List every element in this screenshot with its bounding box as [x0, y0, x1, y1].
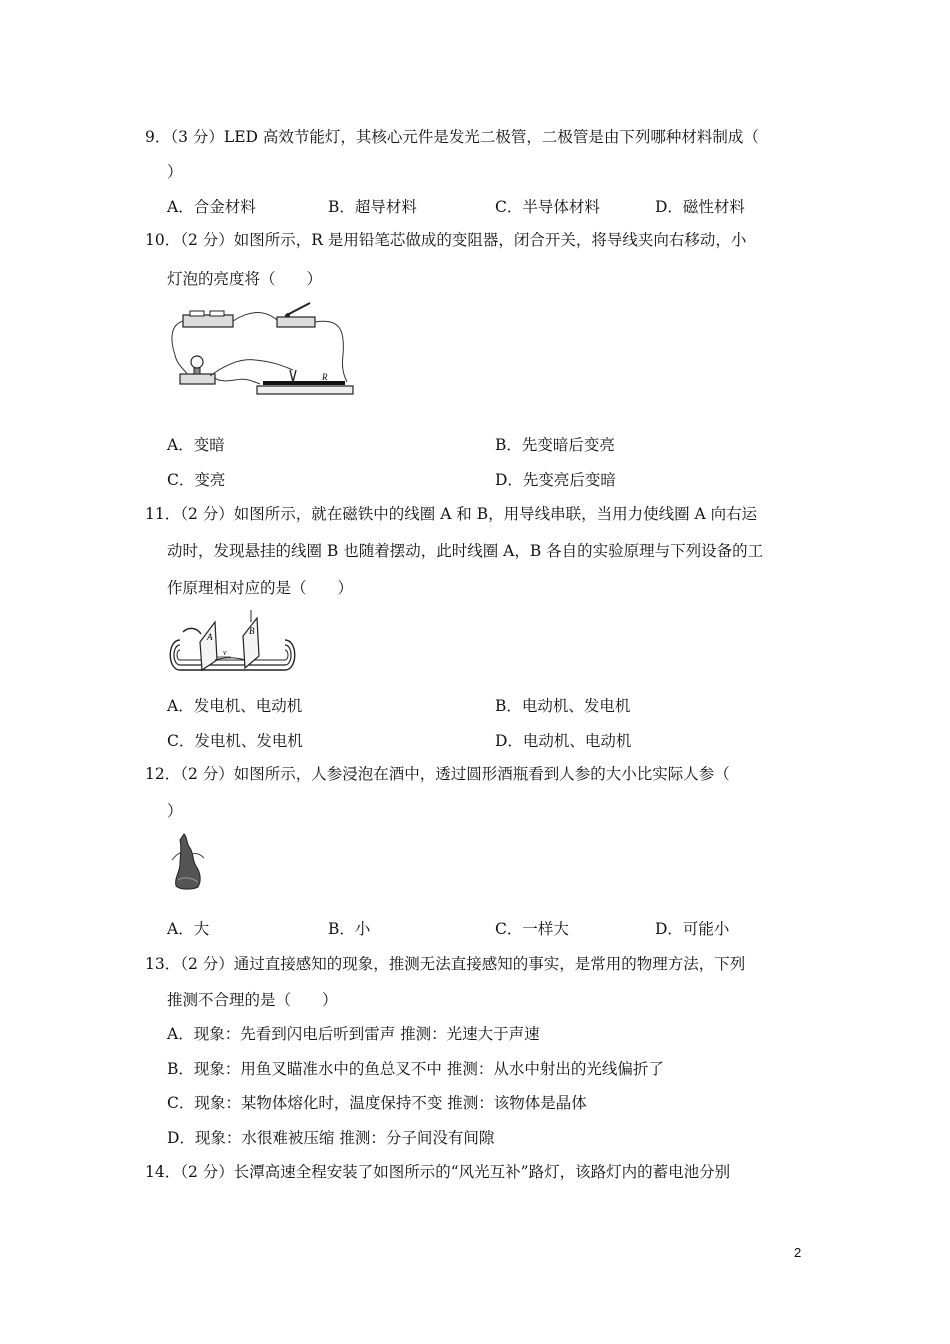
- q9-option-c: C．半导体材料: [495, 198, 600, 216]
- q9-option-b: B．超导材料: [328, 198, 417, 216]
- q12-stem-line2: ）: [167, 802, 183, 820]
- q12-option-d: D．可能小: [655, 920, 730, 938]
- q11-option-c: C．发电机、发电机: [167, 732, 303, 750]
- q10-option-d: D．先变亮后变暗: [495, 471, 616, 489]
- q10-option-a: A．变暗: [167, 436, 225, 454]
- q9-stem-line1: 9．（3 分）LED 高效节能灯，其核心元件是发光二极管，二极管是由下列哪种材料制成（: [145, 128, 759, 146]
- q9-option-a: A．合金材料: [167, 198, 256, 216]
- q12-option-c: C．一样大: [495, 920, 569, 938]
- q10-option-c: C．变亮: [167, 471, 226, 489]
- q10-stem-line1: 10．（2 分）如图所示，R 是用铅笔芯做成的变阻器，闭合开关，将导线夹向右移动，小: [145, 231, 747, 249]
- q10-stem-line2: 灯泡的亮度将（ ）: [167, 270, 323, 288]
- q9-option-d: D．磁性材料: [655, 198, 745, 216]
- coil-b-label: B: [249, 626, 255, 636]
- q12-option-a: A．大: [167, 920, 210, 938]
- q13-stem-line1: 13．（2 分）通过直接感知的现象，推测无法直接感知的事实，是常用的物理方法，下列: [145, 955, 746, 973]
- q13-option-b: B．现象：用鱼叉瞄准水中的鱼总叉不中 推测：从水中射出的光线偏折了: [167, 1060, 664, 1078]
- q12-stem-line1: 12．（2 分）如图所示，人参浸泡在酒中，透过圆形酒瓶看到人参的大小比实际人参（: [145, 765, 730, 783]
- page-number: 2: [794, 1245, 802, 1260]
- q9-stem-line2: ）: [167, 163, 183, 181]
- q10-option-b: B．先变暗后变亮: [495, 436, 615, 454]
- rheostat-label: R: [322, 372, 328, 382]
- coil-a-label: A: [207, 632, 213, 642]
- rheostat-base: [257, 386, 353, 394]
- q14-stem-line1: 14．（2 分）长潭高速全程安装了如图所示的“风光互补”路灯，该路灯内的蓄电池分别: [145, 1163, 731, 1181]
- q12-ginseng-figure: [168, 832, 208, 892]
- switch-icon: [277, 317, 315, 327]
- q10-circuit-figure: [165, 300, 360, 405]
- q11-stem-line3: 作原理相对应的是（ ）: [167, 579, 354, 597]
- q13-option-d: D．现象：水很难被压缩 推测：分子间没有间隙: [167, 1129, 495, 1147]
- battery-box: [183, 315, 233, 327]
- q13-stem-line2: 推测不合理的是（ ）: [167, 991, 338, 1009]
- light-bulb-icon: [191, 356, 203, 368]
- q11-stem-line2: 动时，发现悬挂的线圈 B 也随着摆动，此时线圈 A，B 各自的实验原理与下列设备的工: [167, 542, 764, 560]
- hand-icon: [183, 628, 201, 634]
- coil-a: [200, 622, 217, 670]
- q11-stem-line1: 11．（2 分）如图所示，就在磁铁中的线圈 A 和 B，用导线串联，当用力使线圈 A 向右运: [145, 505, 758, 523]
- q11-coil-magnet-figure: [165, 610, 300, 680]
- q13-option-c: C．现象：某物体熔化时，温度保持不变 推测：该物体是晶体: [167, 1094, 587, 1112]
- velocity-label: v: [223, 648, 227, 657]
- q13-option-a: A．现象：先看到闪电后听到雷声 推测：光速大于声速: [167, 1025, 540, 1043]
- q12-option-b: B．小: [328, 920, 371, 938]
- q11-option-a: A．发电机、电动机: [167, 697, 303, 715]
- q11-option-d: D．电动机、电动机: [495, 732, 632, 750]
- q11-option-b: B．电动机、发电机: [495, 697, 631, 715]
